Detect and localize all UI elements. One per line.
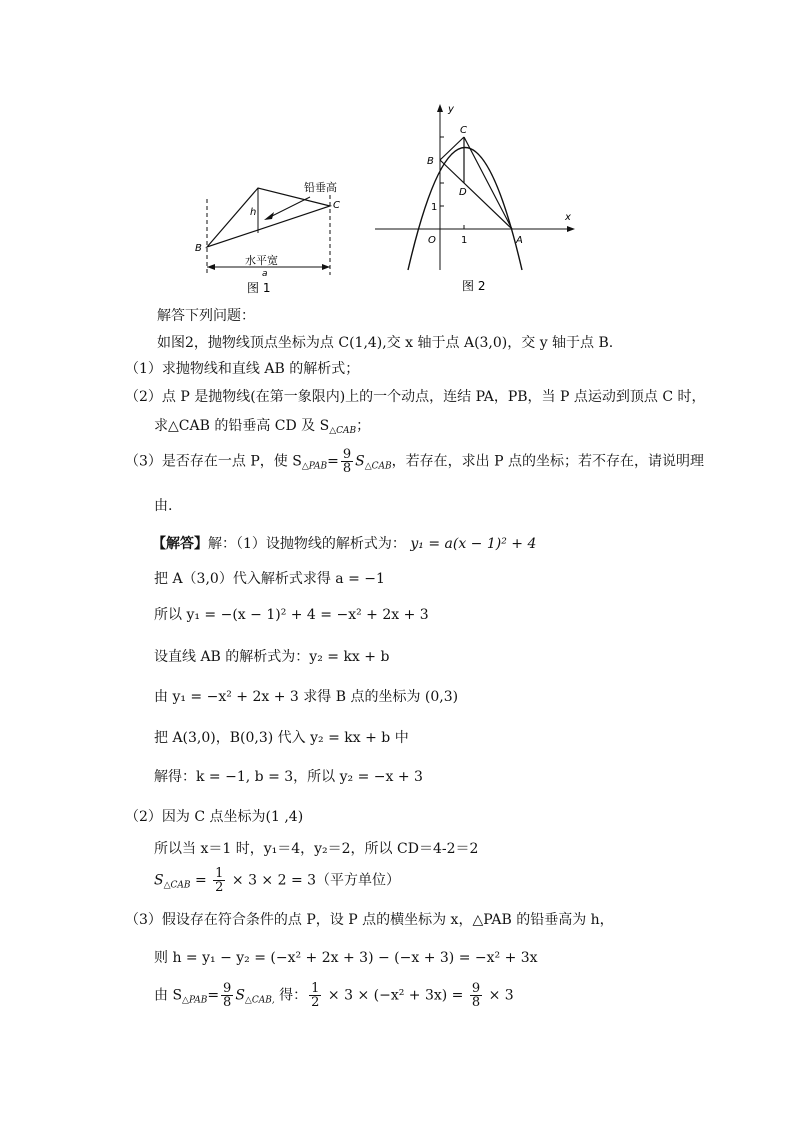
parabola-curve	[408, 148, 522, 271]
answer-line-8: （2）因为 C 点坐标为(1 ,4)	[125, 809, 304, 825]
intro-text: 解答下列问题：	[157, 308, 255, 324]
problem-statement: 如图2，抛物线顶点坐标为点 C(1,4),交 x 轴于点 A(3,0)，交 y 轴于点 B.	[157, 335, 614, 351]
fraction-1-2: $\frac{1}{2}$	[215, 866, 224, 895]
fig2-caption: 图 2	[462, 279, 486, 293]
fig2-label-o: O	[428, 235, 436, 246]
question-2-line2: 求△CAB 的铅垂高 CD 及 $S_{\triangle CAB}$；	[154, 418, 371, 436]
figure-2	[370, 100, 580, 298]
fig2-tick-label-x1: 1	[461, 235, 468, 246]
fig1-arrow-label: 铅垂高	[304, 181, 337, 194]
fig1-label-h: h	[250, 207, 257, 218]
fig1-width-var: a	[262, 269, 268, 279]
question-3-line2: 由.	[154, 498, 173, 514]
width-arrow-right	[322, 264, 330, 270]
answer-line-12: 则 h = y₁ − y₂ = (−x² + 2x + 3) − (−x + 3) = −x² + 3x	[154, 950, 538, 966]
fig2-label-a: A	[516, 235, 523, 246]
y-axis-arrow	[437, 104, 443, 112]
line-ab	[440, 160, 512, 229]
answer-line-4: 设直线 AB 的解析式为：y₂ = kx + b	[154, 649, 390, 665]
answer-line-10: $S_{\triangle CAB}$ = $\frac{1}{2}$ × 3 × 2 = 3（平方单位）	[154, 866, 401, 895]
figure-1	[190, 175, 350, 300]
line-ca	[464, 137, 512, 229]
fig2-label-d: D	[459, 187, 467, 198]
fig1-caption: 图 1	[247, 281, 271, 295]
question-2-line1: （2）点 P 是抛物线(在第一象限内)上的一个动点，连结 PA，PB，当 P 点运动到顶点 C 时，	[125, 389, 706, 405]
answer-line-5: 由 y₁ = −x² + 2x + 3 求得 B 点的坐标为 (0,3)	[154, 689, 459, 705]
answer-line-9: 所以当 x＝1 时，y₁＝4，y₂＝2，所以 CD＝4-2＝2	[154, 841, 479, 857]
fig1-label-b: B	[195, 243, 202, 254]
answer-line-7: 解得：k = −1, b = 3，所以 y₂ = −x + 3	[154, 769, 423, 785]
answer-line-11: （3）假设存在符合条件的点 P，设 P 点的横坐标为 x，△PAB 的铅垂高为 h，	[125, 912, 614, 928]
fig2-label-b: B	[427, 156, 434, 167]
width-arrow-left	[207, 264, 215, 270]
fig1-label-c: C	[333, 200, 340, 211]
answer-line-13: 由 $S_{\triangle PAB}=$ $\frac{9}{8}$ $S_{\triangle CAB,}$ 得： $\frac{1}{2}$ × 3 × (−x² + 3x) = $\frac{9}{8}$ × 3	[154, 981, 514, 1010]
arrow-head	[264, 212, 274, 220]
fig2-label-y: y	[448, 104, 454, 115]
answer-line-2: 把 A（3,0）代入解析式求得 a = −1	[154, 571, 385, 587]
answer-line-6: 把 A(3,0)，B(0,3) 代入 y₂ = kx + b 中	[154, 730, 409, 746]
answer-line-1: 【解答】解：（1）设抛物线的解析式为： y₁ = a(x − 1)² + 4	[152, 536, 537, 552]
fig2-label-c: C	[460, 125, 467, 136]
question-3-line1: （3）是否存在一点 P，使 $S_{\triangle PAB}=$ $\frac{9}{8}$ $S_{\triangle CAB}$，若存在，求出 P 点的坐标；若不存在，请说明理	[125, 447, 704, 476]
fig2-label-x: x	[565, 212, 571, 223]
arrow-line	[270, 197, 310, 217]
answer-line-3: 所以 y₁ = −(x − 1)² + 4 = −x² + 2x + 3	[154, 607, 429, 623]
fraction-9-8: $\frac{9}{8}$	[342, 447, 352, 476]
question-1: （1）求抛物线和直线 AB 的解析式；	[125, 361, 360, 377]
fig2-tick-label-y1: 1	[431, 202, 438, 213]
x-axis-arrow	[567, 226, 575, 232]
fig1-width-label: 水平宽	[245, 254, 278, 267]
